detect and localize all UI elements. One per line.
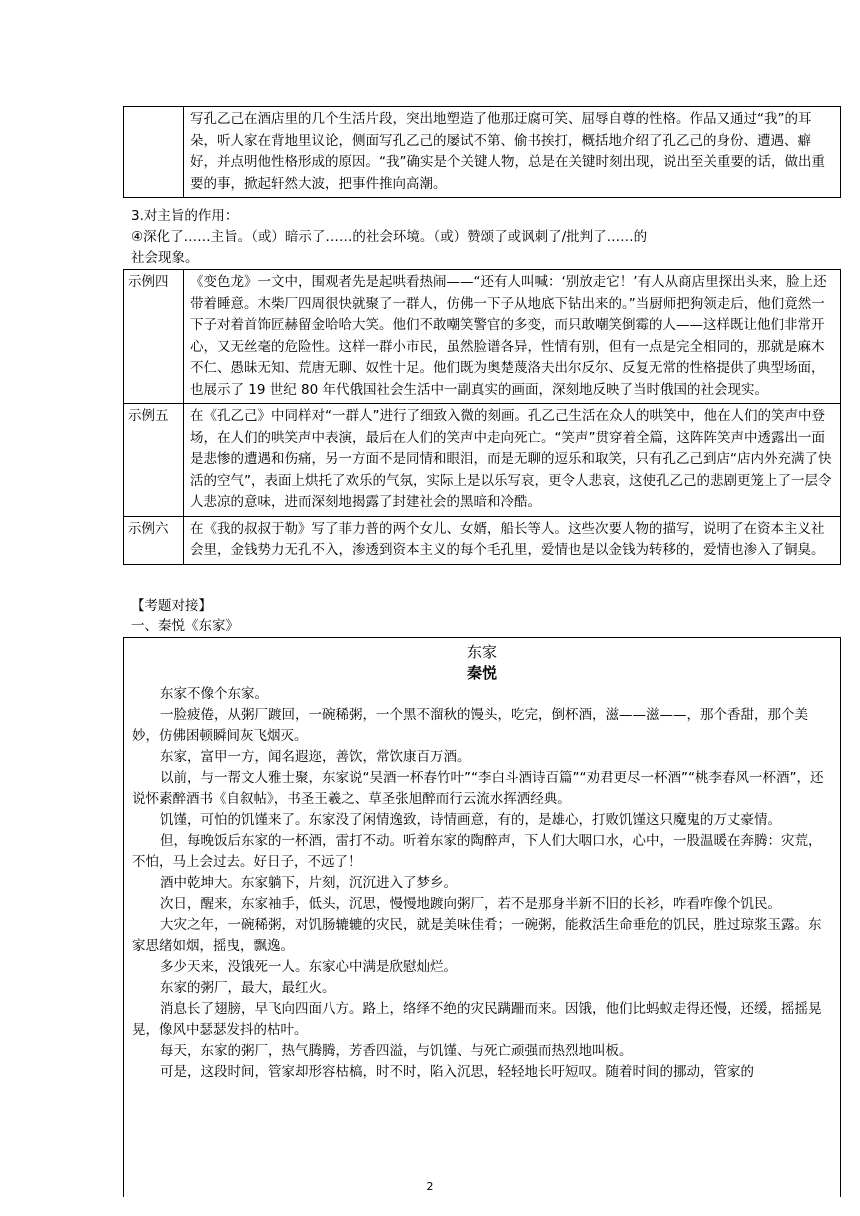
story-paragraph: 可是，这段时间，管家却形容枯槁，时不时，陷入沉思，轻轻地长吁短叹。随着时间的挪动，管家的	[160, 1064, 754, 1080]
table-row	[124, 516, 841, 564]
story-paragraph: 东家不像个东家。	[160, 686, 268, 702]
examples-table	[123, 269, 841, 565]
table-row	[124, 270, 841, 404]
story-paragraph: 次日，醒来，东家袖手，低头，沉思，慢慢地踱向粥厂，若不是那身半新不旧的长衫，咋看咋像个饥民。	[160, 896, 781, 912]
section3-heading: 3.对主旨的作用：	[131, 208, 239, 224]
story-paragraph: 酒中乾坤大。东家躺下，片刻，沉沉进入了梦乡。	[160, 875, 457, 891]
table-text-cell: 写孔乙己在酒店里的几个生活片段，突出地塑造了他那迂腐可笑、屈辱自尊的性格。作品又通过“我”的耳朵，听人家在背地里议论，侧面写孔乙己的屡试不第、偷书挨打，概括地介绍了孔乙己的身份、遭遇、癖好，并点明他性格形成的原因。“我”确实是个关键人物，总是在关键时刻出现，说出至关重要的话，做出重要的事，掀起轩然大波，把事件推向高潮。	[184, 107, 841, 198]
story-title: 东家	[466, 643, 497, 661]
table-row	[124, 404, 841, 517]
story-author: 秦悦	[466, 664, 497, 682]
story-paragraph: 但，每晚饭后东家的一杯酒，雷打不动。听着东家的陶醉声，下人们大咽口水，心中，一股温暖在奔腾：灾荒，不怕，马上会过去。好日子，不远了！	[132, 833, 822, 870]
section3-line2: 社会现象。	[131, 250, 199, 266]
example-text: 《变色龙》一文中，围观者先是起哄看热闹——“还有人叫喊：‘别放走它！’有人从商店里探出头来，脸上还带着睡意。木柴厂四周很快就聚了一群人，仿佛一下子从地底下钻出来的。”当厨师把狗领走后，他们竟然一下子对着首饰匠赫留金哈哈大笑。他们不敢嘲笑警官的多变，而只敢嘲笑倒霉的人——这样既让他们非常开心，又无丝毫的危险性。这样一群小市民，虽然脸谱各异，性情有别，但有一点是完全相同的，那就是麻木不仁、愚昧无知、荒唐无聊、奴性十足。他们既为奥楚蔑洛夫出尔反尔、反复无常的性格提供了典型场面，也展示了 19 世纪 80 年代俄国社会生活中一副真实的画面，深刻地反映了当时俄国的社会现实。	[184, 270, 841, 404]
example-label: 示例六	[124, 516, 184, 564]
story-paragraph: 一脸疲倦，从粥厂踱回，一碗稀粥，一个黑不溜秋的馒头，吃完，倒杯酒，滋——滋——，那个香甜，那个美妙，仿佛困顿瞬间灰飞烟灭。	[132, 707, 808, 744]
story-paragraph: 饥馑，可怕的饥馑来了。东家没了闲情逸致，诗情画意，有的，是雄心，打败饥馑这只魔鬼的万丈豪情。	[160, 812, 781, 828]
example-text: 在《孔乙己》中同样对“一群人”进行了细致入微的刻画。孔乙己生活在众人的哄笑中，他在人们的笑声中登场，在人们的哄笑声中表演，最后在人们的笑声中走向死亡。“笑声”贯穿着全篇，这阵阵笑声中透露出一面是悲惨的遭遇和伤痛，另一方面不是同情和眼泪，而是无聊的逗乐和取笑，只有孔乙己到店“店内外充满了快活的空气”，表面上烘托了欢乐的气氛，实际上是以乐写哀，更令人悲哀，这使孔乙己的悲剧更笼上了一层令人悲凉的意味，进而深刻地揭露了封建社会的黑暗和冷酷。	[184, 404, 841, 517]
story-paragraph: 东家，富甲一方，闻名遐迩，善饮，常饮康百万酒。	[160, 749, 471, 765]
example-label: 示例五	[124, 404, 184, 517]
example-label: 示例四	[124, 270, 184, 404]
example-text: 在《我的叔叔于勒》写了菲力普的两个女儿、女婿，船长等人。这些次要人物的描写，说明了在资本主义社会里，金钱势力无孔不入，渗透到资本主义的每个毛孔里，爱情也是以金钱为转移的，爱情也渗入了铜臭。	[184, 516, 841, 564]
top-table	[123, 106, 841, 198]
story-paragraph: 以前，与一帮文人雅士聚，东家说“吴酒一杯春竹叶”“李白斗酒诗百篇”“劝君更尽一杯酒”“桃李春风一杯酒”，还说怀素醉酒书《自叙帖》，书圣王羲之、草圣张旭醉而行云流水挥洒经典。	[132, 770, 824, 807]
table-label-cell	[124, 107, 184, 198]
story-paragraph: 多少天来，没饿死一人。东家心中满是欣慰灿烂。	[160, 959, 457, 975]
story-paragraph: 东家的粥厂，最大，最红火。	[160, 980, 336, 996]
story-paragraph: 大灾之年，一碗稀粥，对饥肠辘辘的灾民，就是美味佳肴；一碗粥，能救活生命垂危的饥民，胜过琼浆玉露。东家思绪如烟，摇曳，飘逸。	[132, 917, 822, 954]
table-row	[124, 107, 841, 198]
exam-heading: 【考题对接】	[131, 598, 212, 614]
page-number: 2	[426, 1180, 434, 1193]
story-paragraph: 每天，东家的粥厂，热气腾腾，芳香四溢，与饥馑、与死亡顽强而热烈地叫板。	[160, 1043, 633, 1059]
section3-line1: ④深化了……主旨。（或）暗示了……的社会环境。（或）赞颂了或讽刺了/批判了……的	[131, 229, 648, 245]
exam-subheading: 一、秦悦《东家》	[131, 618, 239, 634]
story-paragraph: 消息长了翅膀，早飞向四面八方。路上，络绎不绝的灾民蹒跚而来。因饿，他们比蚂蚁走得还慢，还缓，摇摇晃晃，像风中瑟瑟发抖的枯叶。	[132, 1001, 822, 1038]
story-box	[123, 637, 841, 1197]
